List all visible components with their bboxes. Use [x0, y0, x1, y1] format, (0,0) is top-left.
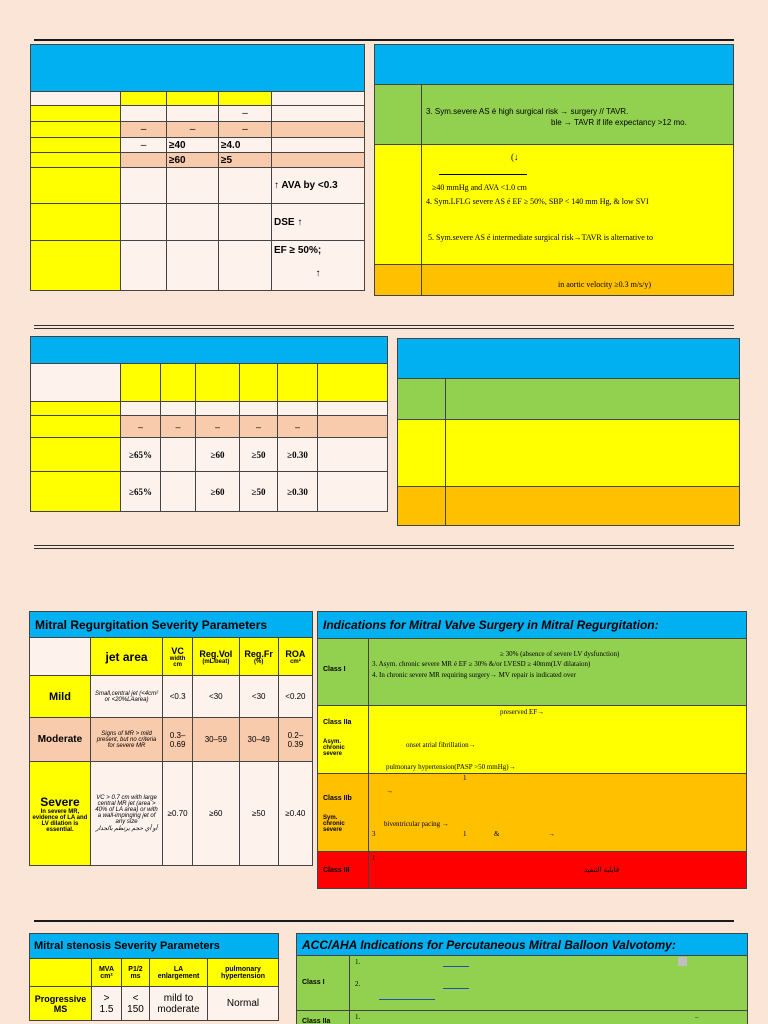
ms-row-progressive: Progressive MS > 1.5 < 150 mild to moderate Normal	[30, 987, 279, 1021]
as-lflg-line: ≥40 mmHg and AVA <1.0 cm	[432, 183, 527, 192]
divider-2b	[34, 328, 734, 329]
arrow-icon: →	[386, 787, 393, 795]
jet-area-header: jet area	[90, 638, 162, 676]
ms-table-title: Mitral stenosis Severity Parameters	[30, 934, 279, 959]
mr-class2a-sub: Asym. chronic severe	[323, 739, 345, 757]
as-severity-table: – – – – – ≥40 ≥4.0 ≥60 ≥5 ↑ AVA by <0.3 DSE ↑ EF ≥ 50%; ↑	[30, 44, 365, 291]
mr-class1-label: Class I	[323, 666, 346, 673]
mr-class3-label: Class III	[323, 867, 350, 874]
mr-class1-l3: 4. In chronic severe MR requiring surgery→ MV repair is indicated over	[372, 671, 576, 679]
as-table-title	[31, 45, 365, 92]
mr-class2a-l2: onset atrial fibrillation→	[406, 741, 476, 749]
as-tavr-line: 5. Sym.severe AS é intermediate surgical risk→TAVR is alternative to	[428, 233, 654, 242]
arrow-icon: →	[548, 830, 555, 838]
mr-class2b-sub: Sym. chronic severe	[323, 815, 345, 833]
pmbv-title: ACC/AHA Indications for Percutaneous Mitral Balloon Valvotomy:	[297, 934, 747, 956]
as-velocity-line: in aortic velocity ≥0.3 m/s/y)	[558, 280, 652, 289]
pmbv-indications-box	[296, 933, 748, 1024]
mr-class2b-three: 3	[372, 830, 376, 838]
as-dse-note: DSE ↑	[272, 204, 365, 241]
up-arrow-icon: ↑	[315, 268, 321, 279]
divider-3b	[34, 548, 734, 549]
mr-class3-arabic: قابلية التنفيذ	[584, 867, 620, 874]
ar-severity-table: – – – – – ≥65% ≥60 ≥50 ≥0.30 ≥65% ≥60 ≥50 ≥0.30	[30, 336, 388, 512]
mr-row-severe: Severe In severe MR, evidence of LA and LV dilation is essential. VC > 0.7 cm with large central MR jet (area > 40% of LA area) or with a wall-impinging jet of any size أو أي حجم يرتطم بالجدار ≥0.70 ≥60 ≥50 ≥0.40	[30, 762, 313, 866]
as-ef-note: EF ≥ 50%;	[274, 245, 322, 256]
square-icon	[678, 957, 687, 966]
mr-class2b-one2: 1	[463, 830, 467, 838]
mr-class2a-l1: preserved EF→	[500, 708, 545, 716]
mr-class2b-label: Class IIb	[323, 795, 352, 802]
divider-2a	[34, 325, 734, 326]
divider-3a	[34, 545, 734, 546]
as-ava-note: ↑ AVA by <0.3	[272, 168, 365, 204]
mr-class2b-l2: biventricular pacing →	[384, 820, 449, 828]
top-divider	[34, 39, 734, 41]
pmbv-class2a-label: Class IIa	[302, 1018, 331, 1024]
bottom-divider	[34, 920, 734, 922]
pmbv-c2-n1: 1.	[355, 1013, 361, 1021]
pmbv-c1-n1: 1.	[355, 958, 361, 966]
mr-class2b-one: 1	[463, 774, 467, 782]
ar-indications-box	[397, 338, 740, 526]
mr-class2a-l3: pulmonary hypertension(PASP >50 mmHg)→	[386, 763, 516, 771]
mr-indications-title: Indications for Mitral Valve Surgery in Mitral Regurgitation:	[318, 612, 746, 639]
mr-class3-one: 1	[372, 854, 376, 862]
as-class-text: 3. Sym.severe AS é high surgical risk → surgery // TAVR.	[426, 107, 629, 116]
mr-class2a-label: Class IIa	[323, 719, 352, 726]
mr-row-mild: Mild Small,central jet (<4cm² or <20%LAarea) <0.3 <30 <30 <0.20	[30, 676, 313, 718]
mr-class2b-amp: &	[494, 830, 500, 838]
mr-indications-box	[317, 611, 747, 889]
pmbv-c2-dash: –	[695, 1013, 699, 1021]
as-cell: –	[219, 106, 272, 122]
ms-severity-table: Mitral stenosis Severity Parameters MVA cm² P1/2 ms LA enlargement pulmonary hypertension Progressive MS > 1.5 < 150 mild to moderate Normal	[29, 933, 279, 1021]
pmbv-class1-label: Class I	[302, 979, 325, 986]
as-paren: (↓	[511, 152, 519, 162]
mr-row-moderate: Moderate Signs of MR > mild present, but no criteria for severe MR 0.3–0.69 30–59 30–49 0.2–0.39	[30, 718, 313, 762]
mr-class1-l2: 3. Asym. chronic severe MR é EF ≥ 30% &/or LVESD ≥ 40mm(LV dilataion)	[372, 660, 591, 668]
ar-table-title	[31, 337, 388, 364]
as-indications-box	[374, 44, 734, 296]
mr-severity-table: Mitral Regurgitation Severity Parameters jet area VC width cm Reg.Vol (mL/beat) Reg.Fr (%) ROA cm² Mild Small,central jet (<4cm² or <20%LAarea) <0.3 <30 <30 <0.20 Moderate Signs of MR > mild present, but no criteria for severe MR 0.3–0.69 30–59 30–49 0.2–0.39 Severe In severe MR, evidence of LA and LV dilation is essential. VC > 0.7 cm with large central MR jet (area > 40% of LA area) or with a wall-impinging jet of any size أو أي حجم يرتطم بالجدار ≥0.70 ≥60 ≥50 ≥0.40	[29, 611, 313, 866]
mr-class1-l1: ≥ 30% (absence of severe LV dysfunction)	[500, 650, 620, 658]
as-lflg-sym: 4. Sym.LFLG severe AS é EF ≥ 50%, SBP < 140 mm Hg, & low SVI	[426, 197, 649, 206]
mr-table-title: Mitral Regurgitation Severity Parameters	[30, 612, 313, 638]
pmbv-c1-n2: 2.	[355, 980, 361, 988]
as-class-text-2: ble → TAVR if life expectancy >12 mo.	[551, 118, 687, 127]
